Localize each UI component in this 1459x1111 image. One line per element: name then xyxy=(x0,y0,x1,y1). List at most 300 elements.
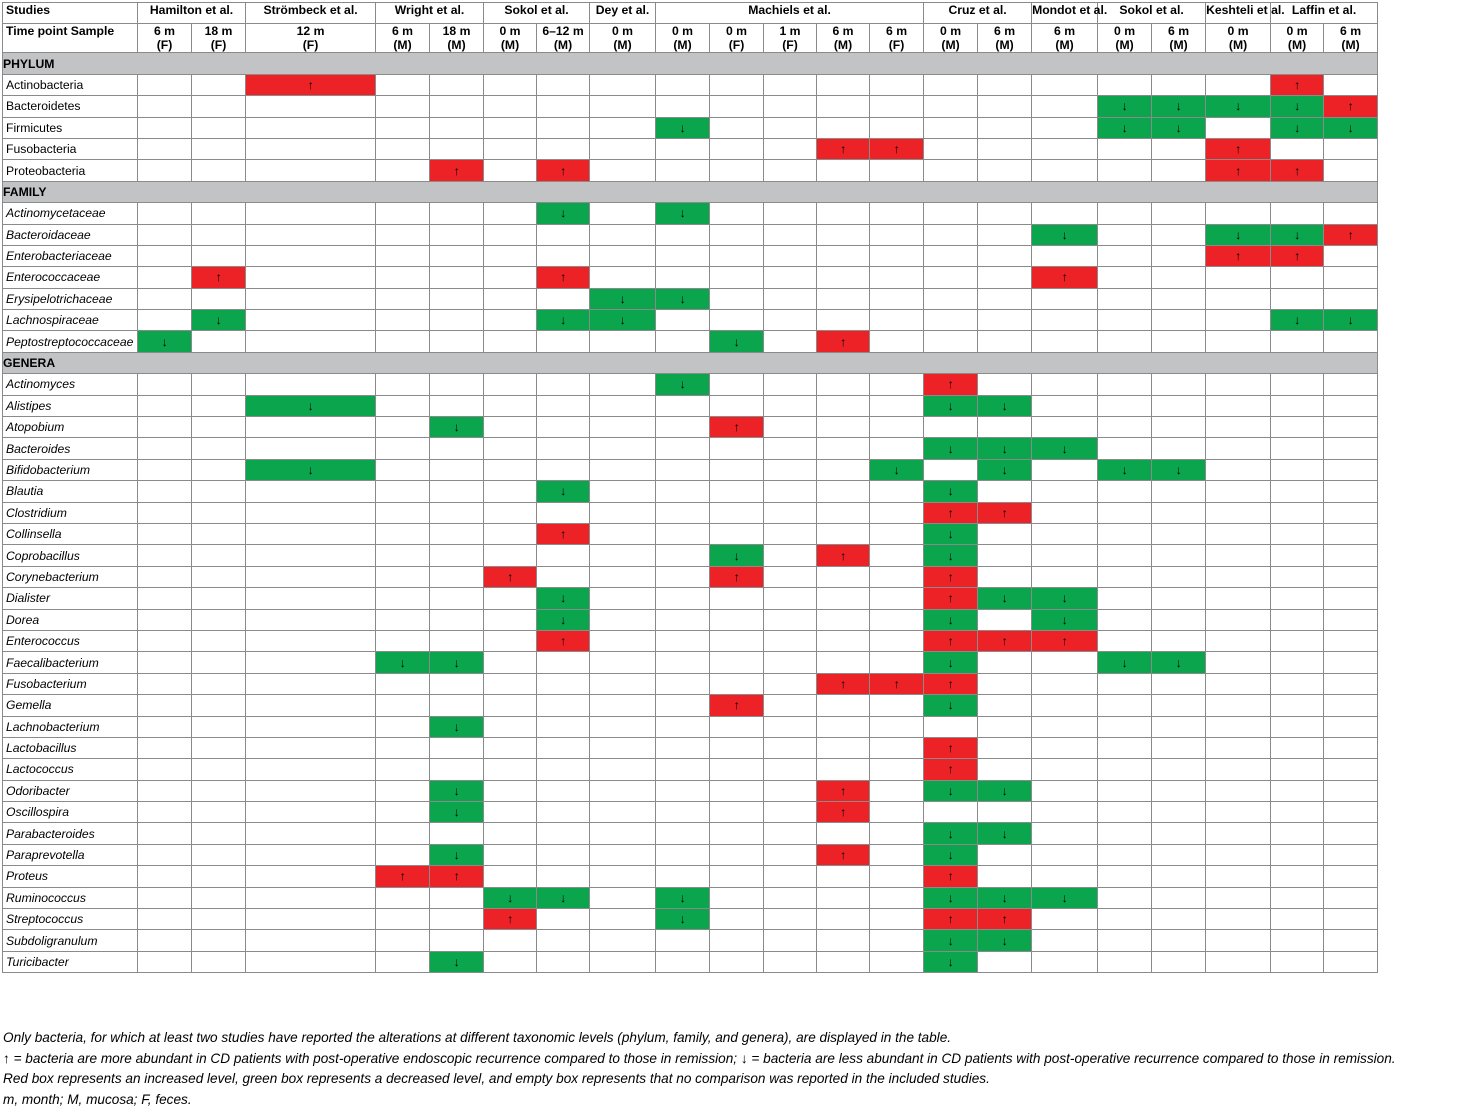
empty-cell xyxy=(1324,160,1378,181)
empty-cell xyxy=(1271,652,1324,673)
decrease-cell: ↓ xyxy=(1032,438,1098,459)
empty-cell xyxy=(1324,802,1378,823)
empty-cell xyxy=(138,695,192,716)
empty-cell xyxy=(764,117,817,138)
empty-cell xyxy=(246,331,376,352)
empty-cell xyxy=(1032,459,1098,480)
empty-cell xyxy=(656,780,710,801)
empty-cell xyxy=(192,138,246,159)
empty-cell xyxy=(764,866,817,887)
empty-cell xyxy=(1206,737,1271,758)
empty-cell xyxy=(1324,780,1378,801)
decrease-cell: ↓ xyxy=(537,609,590,630)
decrease-cell: ↓ xyxy=(978,930,1032,951)
empty-cell xyxy=(1271,545,1324,566)
empty-cell xyxy=(376,930,430,951)
empty-cell xyxy=(484,417,537,438)
empty-cell xyxy=(1098,630,1152,651)
increase-cell: ↑ xyxy=(710,695,764,716)
empty-cell xyxy=(590,523,656,544)
empty-cell xyxy=(138,523,192,544)
empty-cell xyxy=(870,823,924,844)
taxon-name: Actinomycetaceae xyxy=(3,203,138,224)
decrease-cell: ↓ xyxy=(978,823,1032,844)
empty-cell xyxy=(430,523,484,544)
empty-cell xyxy=(764,887,817,908)
decrease-cell: ↓ xyxy=(924,887,978,908)
empty-cell xyxy=(817,459,870,480)
timepoint-time: 0 m xyxy=(672,24,694,39)
empty-cell xyxy=(710,823,764,844)
empty-cell xyxy=(138,930,192,951)
empty-cell xyxy=(1152,930,1206,951)
empty-cell xyxy=(590,502,656,523)
studies-header-row xyxy=(3,3,1378,24)
empty-cell xyxy=(817,866,870,887)
decrease-cell: ↓ xyxy=(430,780,484,801)
empty-cell xyxy=(1098,438,1152,459)
empty-cell xyxy=(978,545,1032,566)
empty-cell xyxy=(1032,716,1098,737)
empty-cell xyxy=(1271,203,1324,224)
empty-cell xyxy=(246,481,376,502)
empty-cell xyxy=(590,245,656,266)
decrease-cell: ↓ xyxy=(430,802,484,823)
empty-cell xyxy=(764,695,817,716)
timepoint-sample: (M) xyxy=(613,38,632,53)
taxon-name: Clostridium xyxy=(3,502,138,523)
empty-cell xyxy=(192,74,246,95)
empty-cell xyxy=(1206,780,1271,801)
empty-cell xyxy=(1032,652,1098,673)
empty-cell xyxy=(484,438,537,459)
empty-cell xyxy=(656,695,710,716)
empty-cell xyxy=(246,245,376,266)
empty-cell xyxy=(1152,310,1206,331)
increase-cell: ↑ xyxy=(710,417,764,438)
table-row xyxy=(3,951,1378,972)
section-title: FAMILY xyxy=(3,181,1378,202)
decrease-cell: ↓ xyxy=(1032,609,1098,630)
empty-cell xyxy=(376,245,430,266)
increase-cell: ↑ xyxy=(1032,267,1098,288)
empty-cell xyxy=(978,481,1032,502)
empty-cell xyxy=(924,138,978,159)
increase-cell: ↑ xyxy=(817,844,870,865)
empty-cell xyxy=(192,652,246,673)
empty-cell xyxy=(870,759,924,780)
empty-cell xyxy=(764,588,817,609)
taxon-name: Enterobacteriaceae xyxy=(3,245,138,266)
empty-cell xyxy=(656,866,710,887)
empty-cell xyxy=(376,951,430,972)
empty-cell xyxy=(192,438,246,459)
empty-cell xyxy=(246,224,376,245)
empty-cell xyxy=(870,909,924,930)
timepoint-sample: (M) xyxy=(1341,38,1360,53)
empty-cell xyxy=(764,844,817,865)
empty-cell xyxy=(138,502,192,523)
empty-cell xyxy=(590,203,656,224)
empty-cell xyxy=(430,588,484,609)
empty-cell xyxy=(590,887,656,908)
table-row xyxy=(3,267,1378,288)
empty-cell xyxy=(1206,203,1271,224)
empty-cell xyxy=(537,331,590,352)
empty-cell xyxy=(1032,545,1098,566)
empty-cell xyxy=(1152,716,1206,737)
empty-cell xyxy=(710,288,764,309)
empty-cell xyxy=(1152,438,1206,459)
decrease-cell: ↓ xyxy=(1206,224,1271,245)
empty-cell xyxy=(870,502,924,523)
empty-cell xyxy=(246,374,376,395)
results-table xyxy=(2,2,1378,973)
timepoint-sample: (M) xyxy=(941,38,960,53)
empty-cell xyxy=(1098,74,1152,95)
table-row xyxy=(3,117,1378,138)
empty-cell xyxy=(537,545,590,566)
empty-cell xyxy=(590,588,656,609)
timepoint-time: 0 m xyxy=(499,24,521,39)
empty-cell xyxy=(710,951,764,972)
empty-cell xyxy=(656,417,710,438)
timepoint-time: 0 m xyxy=(726,24,748,39)
empty-cell xyxy=(537,930,590,951)
empty-cell xyxy=(537,780,590,801)
decrease-cell: ↓ xyxy=(246,395,376,416)
empty-cell xyxy=(924,802,978,823)
empty-cell xyxy=(1206,395,1271,416)
decrease-cell: ↓ xyxy=(1271,310,1324,331)
empty-cell xyxy=(246,887,376,908)
empty-cell xyxy=(978,566,1032,587)
empty-cell xyxy=(978,224,1032,245)
empty-cell xyxy=(978,673,1032,694)
empty-cell xyxy=(870,395,924,416)
empty-cell xyxy=(656,523,710,544)
empty-cell xyxy=(1098,310,1152,331)
timepoint-sample: (M) xyxy=(447,38,466,53)
taxon-name: Bifidobacterium xyxy=(3,459,138,480)
increase-cell: ↑ xyxy=(246,74,376,95)
increase-cell: ↑ xyxy=(1206,160,1271,181)
empty-cell xyxy=(590,74,656,95)
empty-cell xyxy=(192,780,246,801)
decrease-cell: ↓ xyxy=(924,652,978,673)
empty-cell xyxy=(1206,652,1271,673)
empty-cell xyxy=(1271,887,1324,908)
empty-cell xyxy=(590,566,656,587)
empty-cell xyxy=(924,459,978,480)
empty-cell xyxy=(978,74,1032,95)
empty-cell xyxy=(817,759,870,780)
empty-cell xyxy=(764,823,817,844)
empty-cell xyxy=(870,331,924,352)
empty-cell xyxy=(138,74,192,95)
empty-cell xyxy=(192,545,246,566)
decrease-cell: ↓ xyxy=(924,951,978,972)
taxon-name: Erysipelotrichaceae xyxy=(3,288,138,309)
empty-cell xyxy=(537,117,590,138)
empty-cell xyxy=(376,566,430,587)
empty-cell xyxy=(246,673,376,694)
timepoint-time: 0 m xyxy=(1114,24,1136,39)
taxon-name: Actinobacteria xyxy=(3,74,138,95)
empty-cell xyxy=(924,267,978,288)
empty-cell xyxy=(430,74,484,95)
increase-cell: ↑ xyxy=(817,802,870,823)
empty-cell xyxy=(817,288,870,309)
empty-cell xyxy=(1032,844,1098,865)
empty-cell xyxy=(1271,267,1324,288)
empty-cell xyxy=(924,74,978,95)
increase-cell: ↑ xyxy=(1206,138,1271,159)
empty-cell xyxy=(1098,609,1152,630)
empty-cell xyxy=(430,566,484,587)
table-row xyxy=(3,759,1378,780)
empty-cell xyxy=(870,288,924,309)
decrease-cell: ↓ xyxy=(924,695,978,716)
empty-cell xyxy=(138,909,192,930)
footnote-line: Red box represents an increased level, green box represents a decreased level, and empty box represents that no comparison was reported in the included studies. xyxy=(3,1071,990,1087)
empty-cell xyxy=(192,695,246,716)
empty-cell xyxy=(192,224,246,245)
empty-cell xyxy=(246,759,376,780)
empty-cell xyxy=(1271,417,1324,438)
empty-cell xyxy=(376,588,430,609)
empty-cell xyxy=(710,759,764,780)
increase-cell: ↑ xyxy=(924,909,978,930)
empty-cell xyxy=(1206,74,1271,95)
empty-cell xyxy=(1324,566,1378,587)
empty-cell xyxy=(1271,523,1324,544)
empty-cell xyxy=(1206,844,1271,865)
empty-cell xyxy=(764,395,817,416)
empty-cell xyxy=(138,630,192,651)
empty-cell xyxy=(1098,138,1152,159)
empty-cell xyxy=(1271,930,1324,951)
empty-cell xyxy=(192,630,246,651)
empty-cell xyxy=(870,374,924,395)
increase-cell: ↑ xyxy=(484,909,537,930)
timepoint-header xyxy=(1152,24,1206,53)
table-row xyxy=(3,588,1378,609)
empty-cell xyxy=(870,695,924,716)
increase-cell: ↑ xyxy=(924,866,978,887)
empty-cell xyxy=(817,909,870,930)
increase-cell: ↑ xyxy=(537,523,590,544)
increase-cell: ↑ xyxy=(537,630,590,651)
empty-cell xyxy=(764,417,817,438)
empty-cell xyxy=(870,844,924,865)
timepoint-header xyxy=(138,24,192,53)
empty-cell xyxy=(1152,417,1206,438)
empty-cell xyxy=(192,566,246,587)
empty-cell xyxy=(1324,502,1378,523)
study-header: Mondot et al. xyxy=(1032,3,1098,24)
empty-cell xyxy=(484,866,537,887)
table-row xyxy=(3,887,1378,908)
empty-cell xyxy=(1324,609,1378,630)
empty-cell xyxy=(1032,374,1098,395)
timepoint-sample: (M) xyxy=(833,38,853,53)
empty-cell xyxy=(656,138,710,159)
empty-cell xyxy=(817,117,870,138)
decrease-cell: ↓ xyxy=(924,545,978,566)
decrease-cell: ↓ xyxy=(1032,588,1098,609)
table-row xyxy=(3,438,1378,459)
empty-cell xyxy=(1098,374,1152,395)
table-row xyxy=(3,395,1378,416)
empty-cell xyxy=(1152,224,1206,245)
empty-cell xyxy=(1324,288,1378,309)
empty-cell xyxy=(138,224,192,245)
empty-cell xyxy=(978,866,1032,887)
empty-cell xyxy=(1152,203,1206,224)
empty-cell xyxy=(484,74,537,95)
table-row xyxy=(3,310,1378,331)
timepoint-sample: (F) xyxy=(156,38,173,53)
decrease-cell: ↓ xyxy=(924,395,978,416)
empty-cell xyxy=(138,117,192,138)
empty-cell xyxy=(870,267,924,288)
empty-cell xyxy=(710,630,764,651)
empty-cell xyxy=(1324,267,1378,288)
empty-cell xyxy=(192,737,246,758)
empty-cell xyxy=(1152,588,1206,609)
empty-cell xyxy=(870,780,924,801)
empty-cell xyxy=(537,866,590,887)
increase-cell: ↑ xyxy=(1271,160,1324,181)
timepoint-time: 12 m xyxy=(296,24,325,39)
empty-cell xyxy=(710,909,764,930)
empty-cell xyxy=(870,203,924,224)
empty-cell xyxy=(192,96,246,117)
empty-cell xyxy=(590,117,656,138)
empty-cell xyxy=(246,909,376,930)
study-header: Strömbeck et al. xyxy=(246,3,376,24)
empty-cell xyxy=(656,395,710,416)
decrease-cell: ↓ xyxy=(590,288,656,309)
empty-cell xyxy=(192,523,246,544)
decrease-cell: ↓ xyxy=(924,930,978,951)
empty-cell xyxy=(138,844,192,865)
table-row xyxy=(3,909,1378,930)
timepoint-time: 6 m xyxy=(153,24,175,39)
empty-cell xyxy=(590,930,656,951)
increase-cell: ↑ xyxy=(978,909,1032,930)
empty-cell xyxy=(1324,74,1378,95)
empty-cell xyxy=(1271,630,1324,651)
empty-cell xyxy=(1324,523,1378,544)
empty-cell xyxy=(1324,395,1378,416)
empty-cell xyxy=(764,481,817,502)
empty-cell xyxy=(537,652,590,673)
empty-cell xyxy=(430,203,484,224)
empty-cell xyxy=(590,652,656,673)
empty-cell xyxy=(764,566,817,587)
empty-cell xyxy=(870,545,924,566)
empty-cell xyxy=(1152,759,1206,780)
empty-cell xyxy=(430,737,484,758)
empty-cell xyxy=(1152,74,1206,95)
decrease-cell: ↓ xyxy=(1098,117,1152,138)
empty-cell xyxy=(484,138,537,159)
increase-cell: ↑ xyxy=(924,630,978,651)
empty-cell xyxy=(1032,951,1098,972)
empty-cell xyxy=(138,951,192,972)
empty-cell xyxy=(138,417,192,438)
table-row xyxy=(3,224,1378,245)
empty-cell xyxy=(246,523,376,544)
empty-cell xyxy=(1098,545,1152,566)
empty-cell xyxy=(1271,288,1324,309)
empty-cell xyxy=(1324,245,1378,266)
empty-cell xyxy=(1152,502,1206,523)
empty-cell xyxy=(1271,737,1324,758)
empty-cell xyxy=(246,630,376,651)
empty-cell xyxy=(246,160,376,181)
timepoint-sample: (M) xyxy=(995,38,1014,53)
empty-cell xyxy=(430,310,484,331)
empty-cell xyxy=(376,673,430,694)
empty-cell xyxy=(710,245,764,266)
empty-cell xyxy=(1032,395,1098,416)
decrease-cell: ↓ xyxy=(376,652,430,673)
empty-cell xyxy=(484,695,537,716)
timepoint-sample: (M) xyxy=(1228,38,1248,53)
timepoint-time: 0 m xyxy=(940,24,962,39)
timepoint-time: 6 m xyxy=(832,24,854,39)
empty-cell xyxy=(710,652,764,673)
decrease-cell: ↓ xyxy=(710,331,764,352)
empty-cell xyxy=(1206,930,1271,951)
empty-cell xyxy=(710,737,764,758)
decrease-cell: ↓ xyxy=(484,887,537,908)
empty-cell xyxy=(1098,759,1152,780)
empty-cell xyxy=(656,245,710,266)
empty-cell xyxy=(710,374,764,395)
empty-cell xyxy=(138,438,192,459)
empty-cell xyxy=(656,459,710,480)
empty-cell xyxy=(1032,695,1098,716)
empty-cell xyxy=(484,588,537,609)
taxon-name: Dorea xyxy=(3,609,138,630)
empty-cell xyxy=(430,930,484,951)
decrease-cell: ↓ xyxy=(656,288,710,309)
empty-cell xyxy=(484,951,537,972)
empty-cell xyxy=(817,737,870,758)
decrease-cell: ↓ xyxy=(430,652,484,673)
empty-cell xyxy=(656,737,710,758)
empty-cell xyxy=(924,310,978,331)
empty-cell xyxy=(484,374,537,395)
empty-cell xyxy=(430,395,484,416)
empty-cell xyxy=(1098,588,1152,609)
timepoint-sample: (M) xyxy=(500,38,520,53)
empty-cell xyxy=(1206,459,1271,480)
empty-cell xyxy=(1271,951,1324,972)
empty-cell xyxy=(376,545,430,566)
empty-cell xyxy=(924,288,978,309)
taxon-name: Paraprevotella xyxy=(3,844,138,865)
increase-cell: ↑ xyxy=(1206,245,1271,266)
empty-cell xyxy=(376,823,430,844)
empty-cell xyxy=(1032,802,1098,823)
table-row xyxy=(3,823,1378,844)
empty-cell xyxy=(138,545,192,566)
